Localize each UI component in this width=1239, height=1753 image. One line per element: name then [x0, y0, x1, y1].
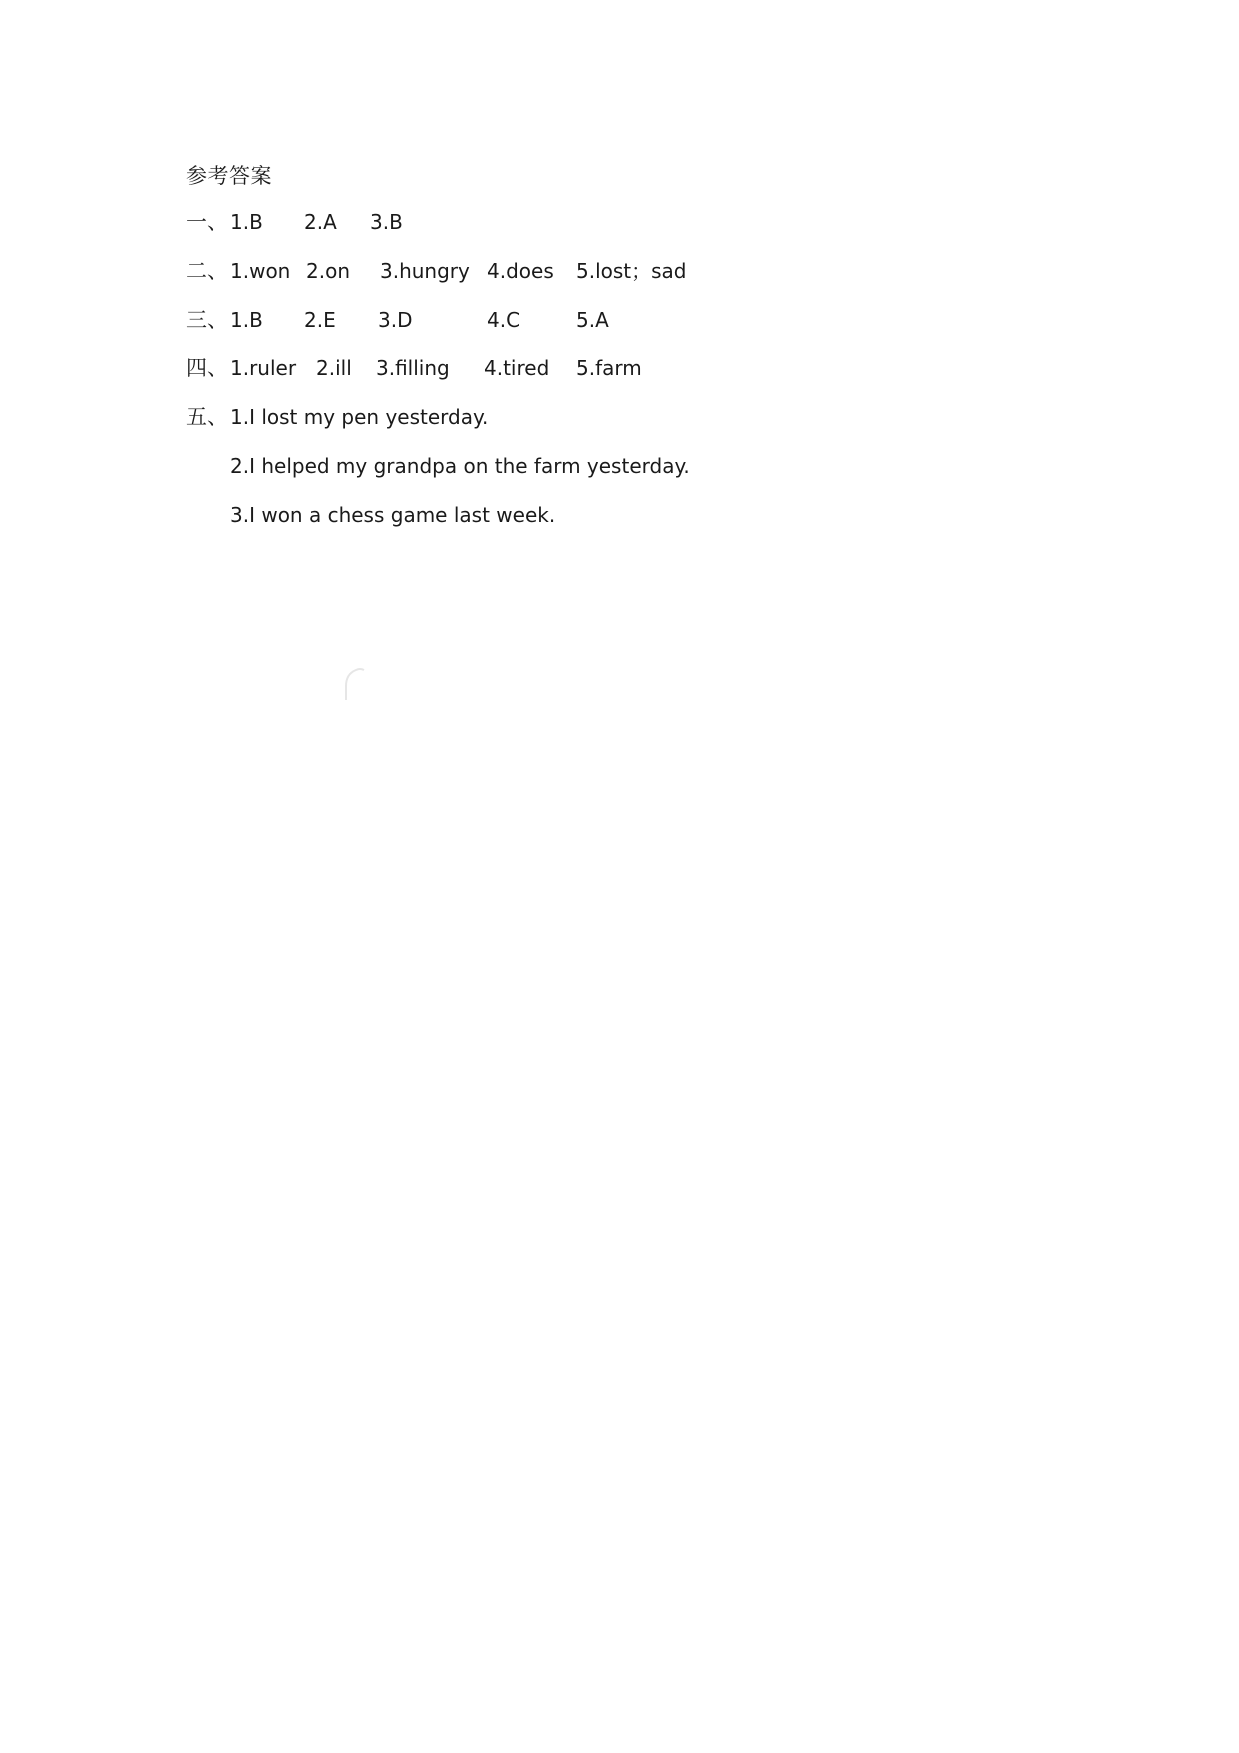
answer-item: 3.hungry: [380, 259, 470, 283]
page-title: 参考答案: [186, 164, 272, 188]
answer-item: 1.won: [230, 259, 291, 283]
answer-item: 2.E: [304, 308, 336, 332]
scan-smudge-mark: [342, 666, 370, 702]
section-number: 四、: [186, 356, 228, 380]
answer-item: 3.B: [370, 210, 403, 234]
answer-item: 1.ruler: [230, 356, 297, 380]
answer-sentence: 2.I helped my grandpa on the farm yesterday.: [230, 454, 690, 478]
section-number: 二、: [186, 259, 228, 283]
answer-item: 1.B: [230, 210, 263, 234]
section-number: 一、: [186, 210, 228, 234]
answer-item: 2.on: [306, 259, 350, 283]
answer-item: 3.D: [378, 308, 413, 332]
answer-item: 5.farm: [576, 356, 642, 380]
answer-item: 1.B: [230, 308, 263, 332]
answer-item: 4.C: [487, 308, 521, 332]
answer-item: 3.filling: [376, 356, 450, 380]
section-number: 三、: [186, 308, 228, 332]
answer-sentence: 3.I won a chess game last week.: [230, 503, 556, 527]
section-number: 五、: [186, 405, 228, 429]
answer-item: 5.lost；sad: [576, 259, 687, 283]
answer-item: 5.A: [576, 308, 609, 332]
answer-sentence: 1.I lost my pen yesterday.: [230, 405, 489, 429]
answer-item: 4.does: [487, 259, 554, 283]
answer-item: 4.tired: [484, 356, 550, 380]
answer-item: 2.ill: [316, 356, 352, 380]
answer-item: 2.A: [304, 210, 337, 234]
